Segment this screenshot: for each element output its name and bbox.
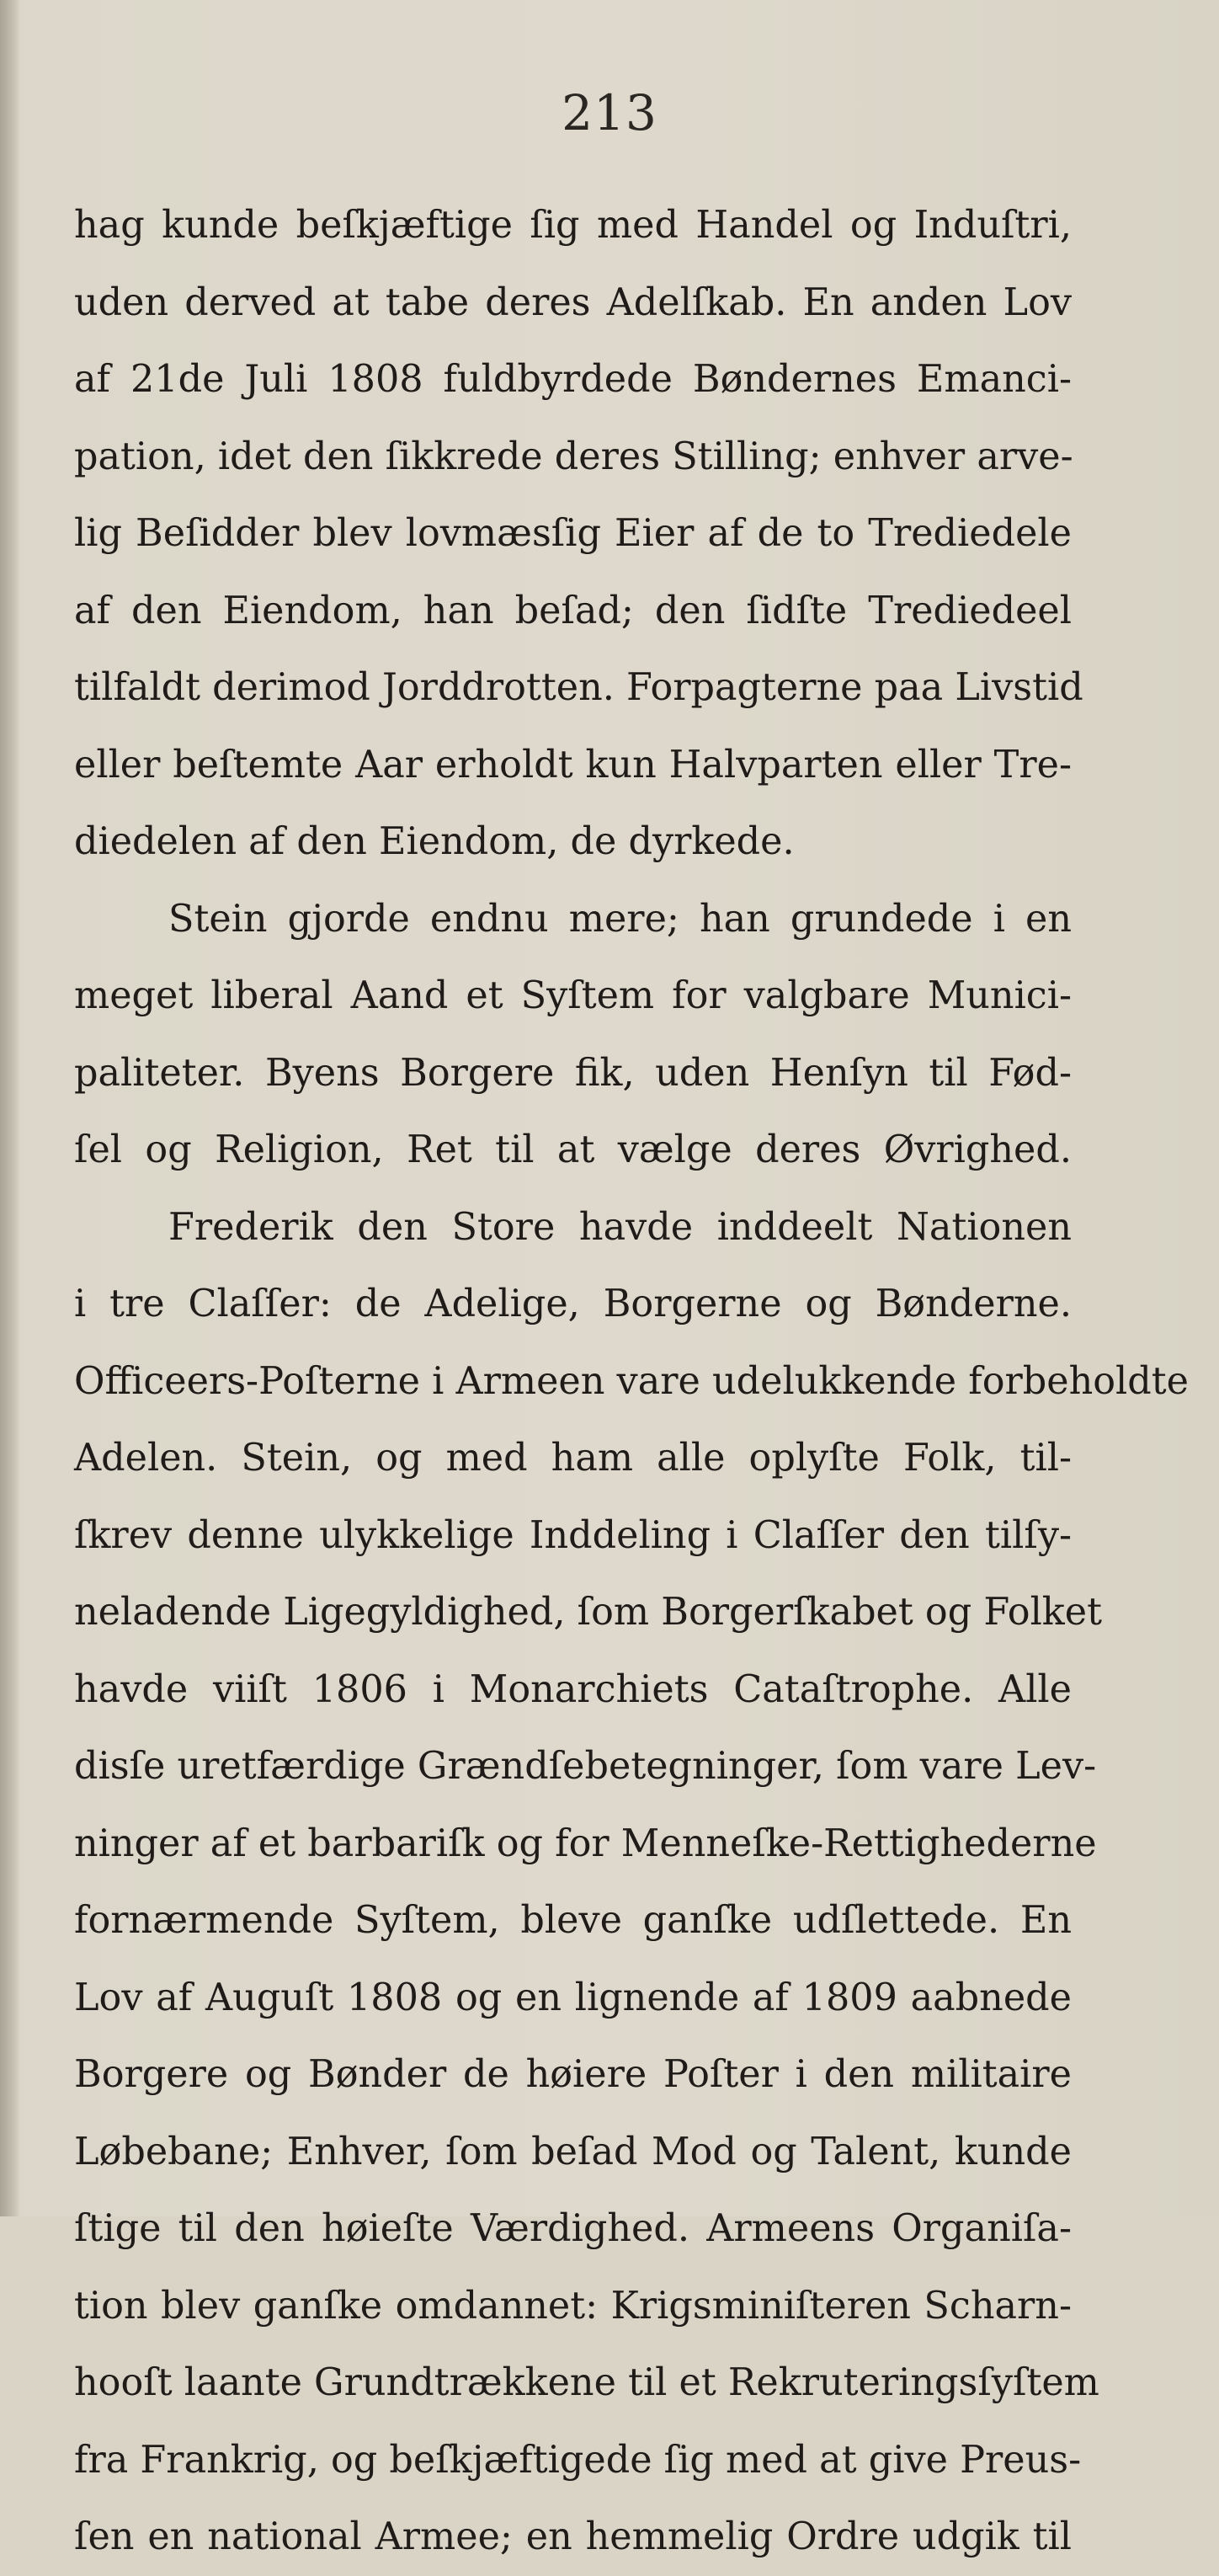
text-line: lig Beſidder blev lovmæsſig Eier af de to Trediedele: [74, 512, 1072, 555]
text-line: uden derved at tabe deres Adelſkab. En anden Lov: [74, 280, 1072, 324]
text-line: havde viiſt 1806 i Monarchiets Cataſtrophe. Alle: [74, 1667, 1072, 1711]
text-line: af den Eiendom, han beſad; den ſidſte Trediedeel: [74, 589, 1072, 632]
text-line: Adelen. Stein, og med ham alle oplyſte Folk, til-: [74, 1437, 1072, 1480]
text-line: Stein gjorde endnu mere; han grundede i en: [168, 897, 1072, 941]
text-line: Løbebane; Enhver, ſom beſad Mod og Talent, kunde: [74, 2130, 1072, 2173]
text-line: fornærmende Syſtem, bleve ganſke udſlettede. En: [74, 1899, 1072, 1942]
text-line: disſe uretfærdige Grændſebetegninger, ſom vare Lev-: [74, 1745, 1097, 1788]
page-number: 213: [562, 84, 657, 141]
page-binding-edge: [0, 0, 19, 2216]
text-line: ſkrev denne ulykkelige Inddeling i Claſſer den tilſy-: [74, 1513, 1072, 1557]
text-line: i tre Claſſer: de Adelige, Borgerne og Bønderne.: [74, 1283, 1072, 1325]
text-line: tilfaldt derimod Jorddrotten. Forpagterne paa Livstid: [74, 666, 1083, 709]
body-text: [74, 187, 1189, 2576]
text-line: meget liberal Aand et Syſtem for valgbare Munici-: [74, 974, 1072, 1017]
text-line: ſel og Religion, Ret til at vælge deres Øvrighed.: [74, 1128, 1072, 1171]
text-line: neladende Ligegyldighed, ſom Borgerſkabet og Folket: [74, 1591, 1102, 1634]
text-line: ſtige til den høieſte Værdighed. Armeens Organiſa-: [74, 2207, 1072, 2250]
text-line: diedelen af den Eiendom, de dyrkede.: [74, 820, 795, 863]
text-line: af 21de Juli 1808 fuldbyrdede Bøndernes Emanci-: [74, 358, 1072, 401]
text-line: eller beſtemte Aar erholdt kun Halvparten eller Tre-: [74, 743, 1072, 787]
text-line: Officeers-Poſterne i Armeen vare udelukkende forbeholdte: [74, 1359, 1189, 1403]
text-line: pation, idet den ſikkrede deres Stilling; enhver arve-: [74, 435, 1073, 478]
text-line: fra Frankrig, og beſkjæftigede ſig med at give Preus-: [74, 2438, 1082, 2482]
text-line: ſen en national Armee; en hemmelig Ordre udgik til: [74, 2515, 1072, 2558]
text-line: Borgere og Bønder de høiere Poſter i den militaire: [74, 2053, 1072, 2096]
text-line: tion blev ganſke omdannet: Krigsminiſteren Scharn-: [74, 2284, 1072, 2328]
text-line: hooſt laante Grundtrækkene til et Rekruteringsſyſtem: [74, 2361, 1099, 2404]
text-line: ninger af et barbariſk og for Menneſke-Rettighederne: [74, 1821, 1097, 1865]
text-line: paliteter. Byens Borgere fik, uden Henſyn til Fød-: [74, 1051, 1072, 1095]
text-line: Lov af Auguſt 1808 og en lignende af 1809 aabnede: [74, 1976, 1072, 2019]
text-line: hag kunde beſkjæftige ſig med Handel og Induſtri,: [74, 204, 1072, 247]
text-line: Frederik den Store havde inddeelt Nationen: [168, 1205, 1072, 1249]
